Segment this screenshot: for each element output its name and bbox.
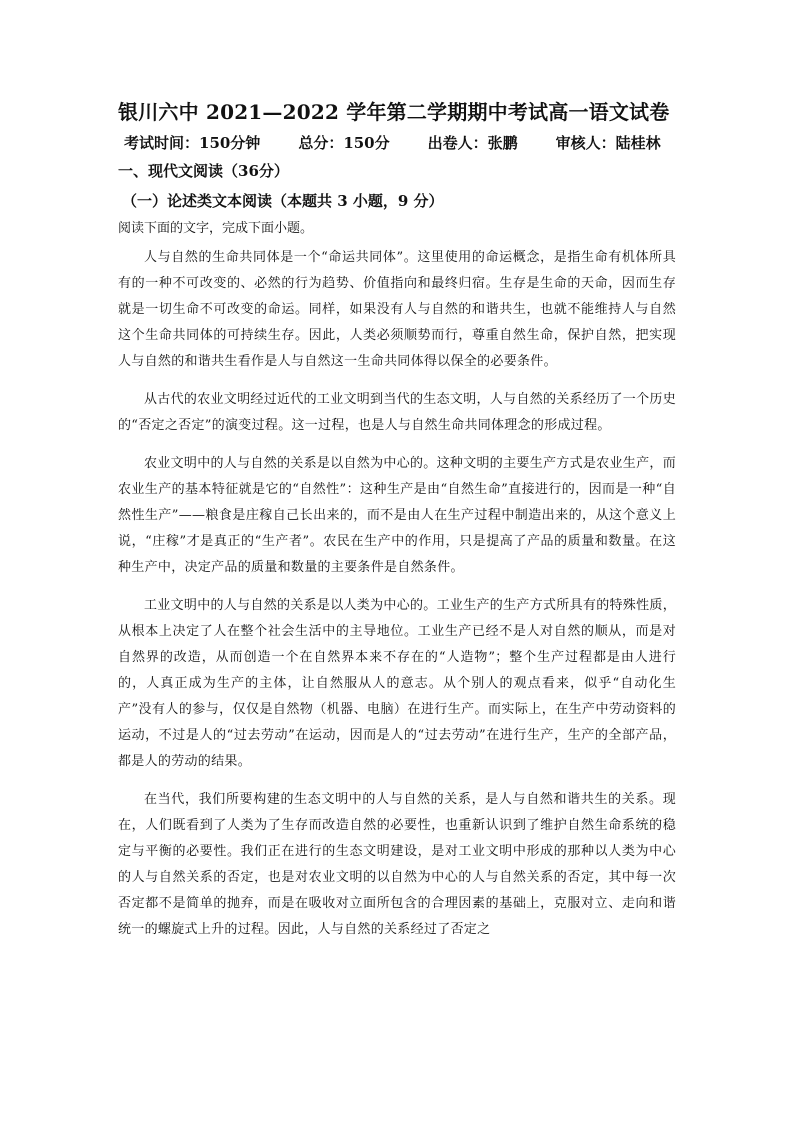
subsection-heading: （一）论述类文本阅读（本题共 3 小题，9 分） <box>122 192 444 210</box>
reading-instruction: 阅读下面的文字，完成下面小题。 <box>118 221 314 236</box>
paper-setter: 出卷人：张鹏 <box>427 134 518 152</box>
passage-paragraph: 在当代，我们所要构建的生态文明中的人与自然的关系，是人与自然和谐共生的关系。现在，人们既看到了人类为了生存而改造自然的必要性，也重新认识到了维护自然生命系统的稳定与平衡的必要性。我们正在进行的生态文明建设，是对工业文明中形成的那种以人类为中心的人与自然关系的否定，也是对农业文明的以自然为中心的人与自然关系的否定，其中每一次否定都不是简单的抛弃，而是在吸收对立面所包含的合理因素的基础上，克服对立、走向和谐统一的螺旋式上升的过程。因此，人与自然的关系经过了否定之 <box>118 792 676 937</box>
passage-paragraph: 从古代的农业文明经过近代的工业文明到当代的生态文明，人与自然的关系经历了一个历史的“否定之否定”的演变过程。这一过程，也是人与自然生命共同体理念的形成过程。 <box>118 392 677 433</box>
paper-reviewer: 审核人：陆桂林 <box>555 134 661 152</box>
passage-paragraph: 工业文明中的人与自然的关系是以人类为中心的。工业生产的生产方式所具有的特殊性质，从根本上决定了人在整个社会生活中的主导地位。工业生产已经不是人对自然的顺从，而是对自然界的改造，从而创造一个在自然界本来不存在的“人造物”；整个生产过程都是由人进行的，人真正成为生产的主体，让自然服从人的意志。从个别人的观点看来，似乎“自动化生产”没有人的参与，仅仅是自然物（机器、电脑）在进行生产。而实际上，在生产中劳动资料的运动，不过是人的“过去劳动”在运动，因而是人的“过去劳动”在进行生产，生产的全部产品，都是人的劳动的结果。 <box>118 598 677 769</box>
section-heading: 一、现代文阅读（36分） <box>118 162 289 180</box>
passage-paragraph: 农业文明中的人与自然的关系是以自然为中心的。这种文明的主要生产方式是农业生产，而农业生产的基本特征就是它的“自然性”：这种生产是由“自然生命”直接进行的，因而是一种“自然性生产”——粮食是庄稼自己长出来的，而不是由人在生产过程中制造出来的，从这个意义上说，“庄稼”才是真正的“生产者”。农民在生产中的作用，只是提高了产品的质量和数量。在这种生产中，决定产品的质量和数量的主要条件是自然条件。 <box>118 456 677 575</box>
total-score: 总分：150分 <box>298 134 390 152</box>
exam-title: 银川六中 2021—2022 学年第二学期期中考试高一语文试卷 <box>118 100 670 124</box>
passage-paragraph: 人与自然的生命共同体是一个“命运共同体”。这里使用的命运概念，是指生命有机体所具有的一种不可改变的、必然的行为趋势、价值指向和最终归宿。生存是生命的天命，因而生存就是一切生命不可改变的命运。同样，如果没有人与自然的和谐共生，也就不能维持人与自然这个生命共同体的可持续生存。因此，人类必须顺势而行，尊重自然生命，保护自然，把实现人与自然的和谐共生看作是人与自然这一生命共同体得以保全的必要条件。 <box>118 250 676 369</box>
exam-time: 考试时间：150分钟 <box>124 134 261 152</box>
exam-meta <box>124 131 676 155</box>
